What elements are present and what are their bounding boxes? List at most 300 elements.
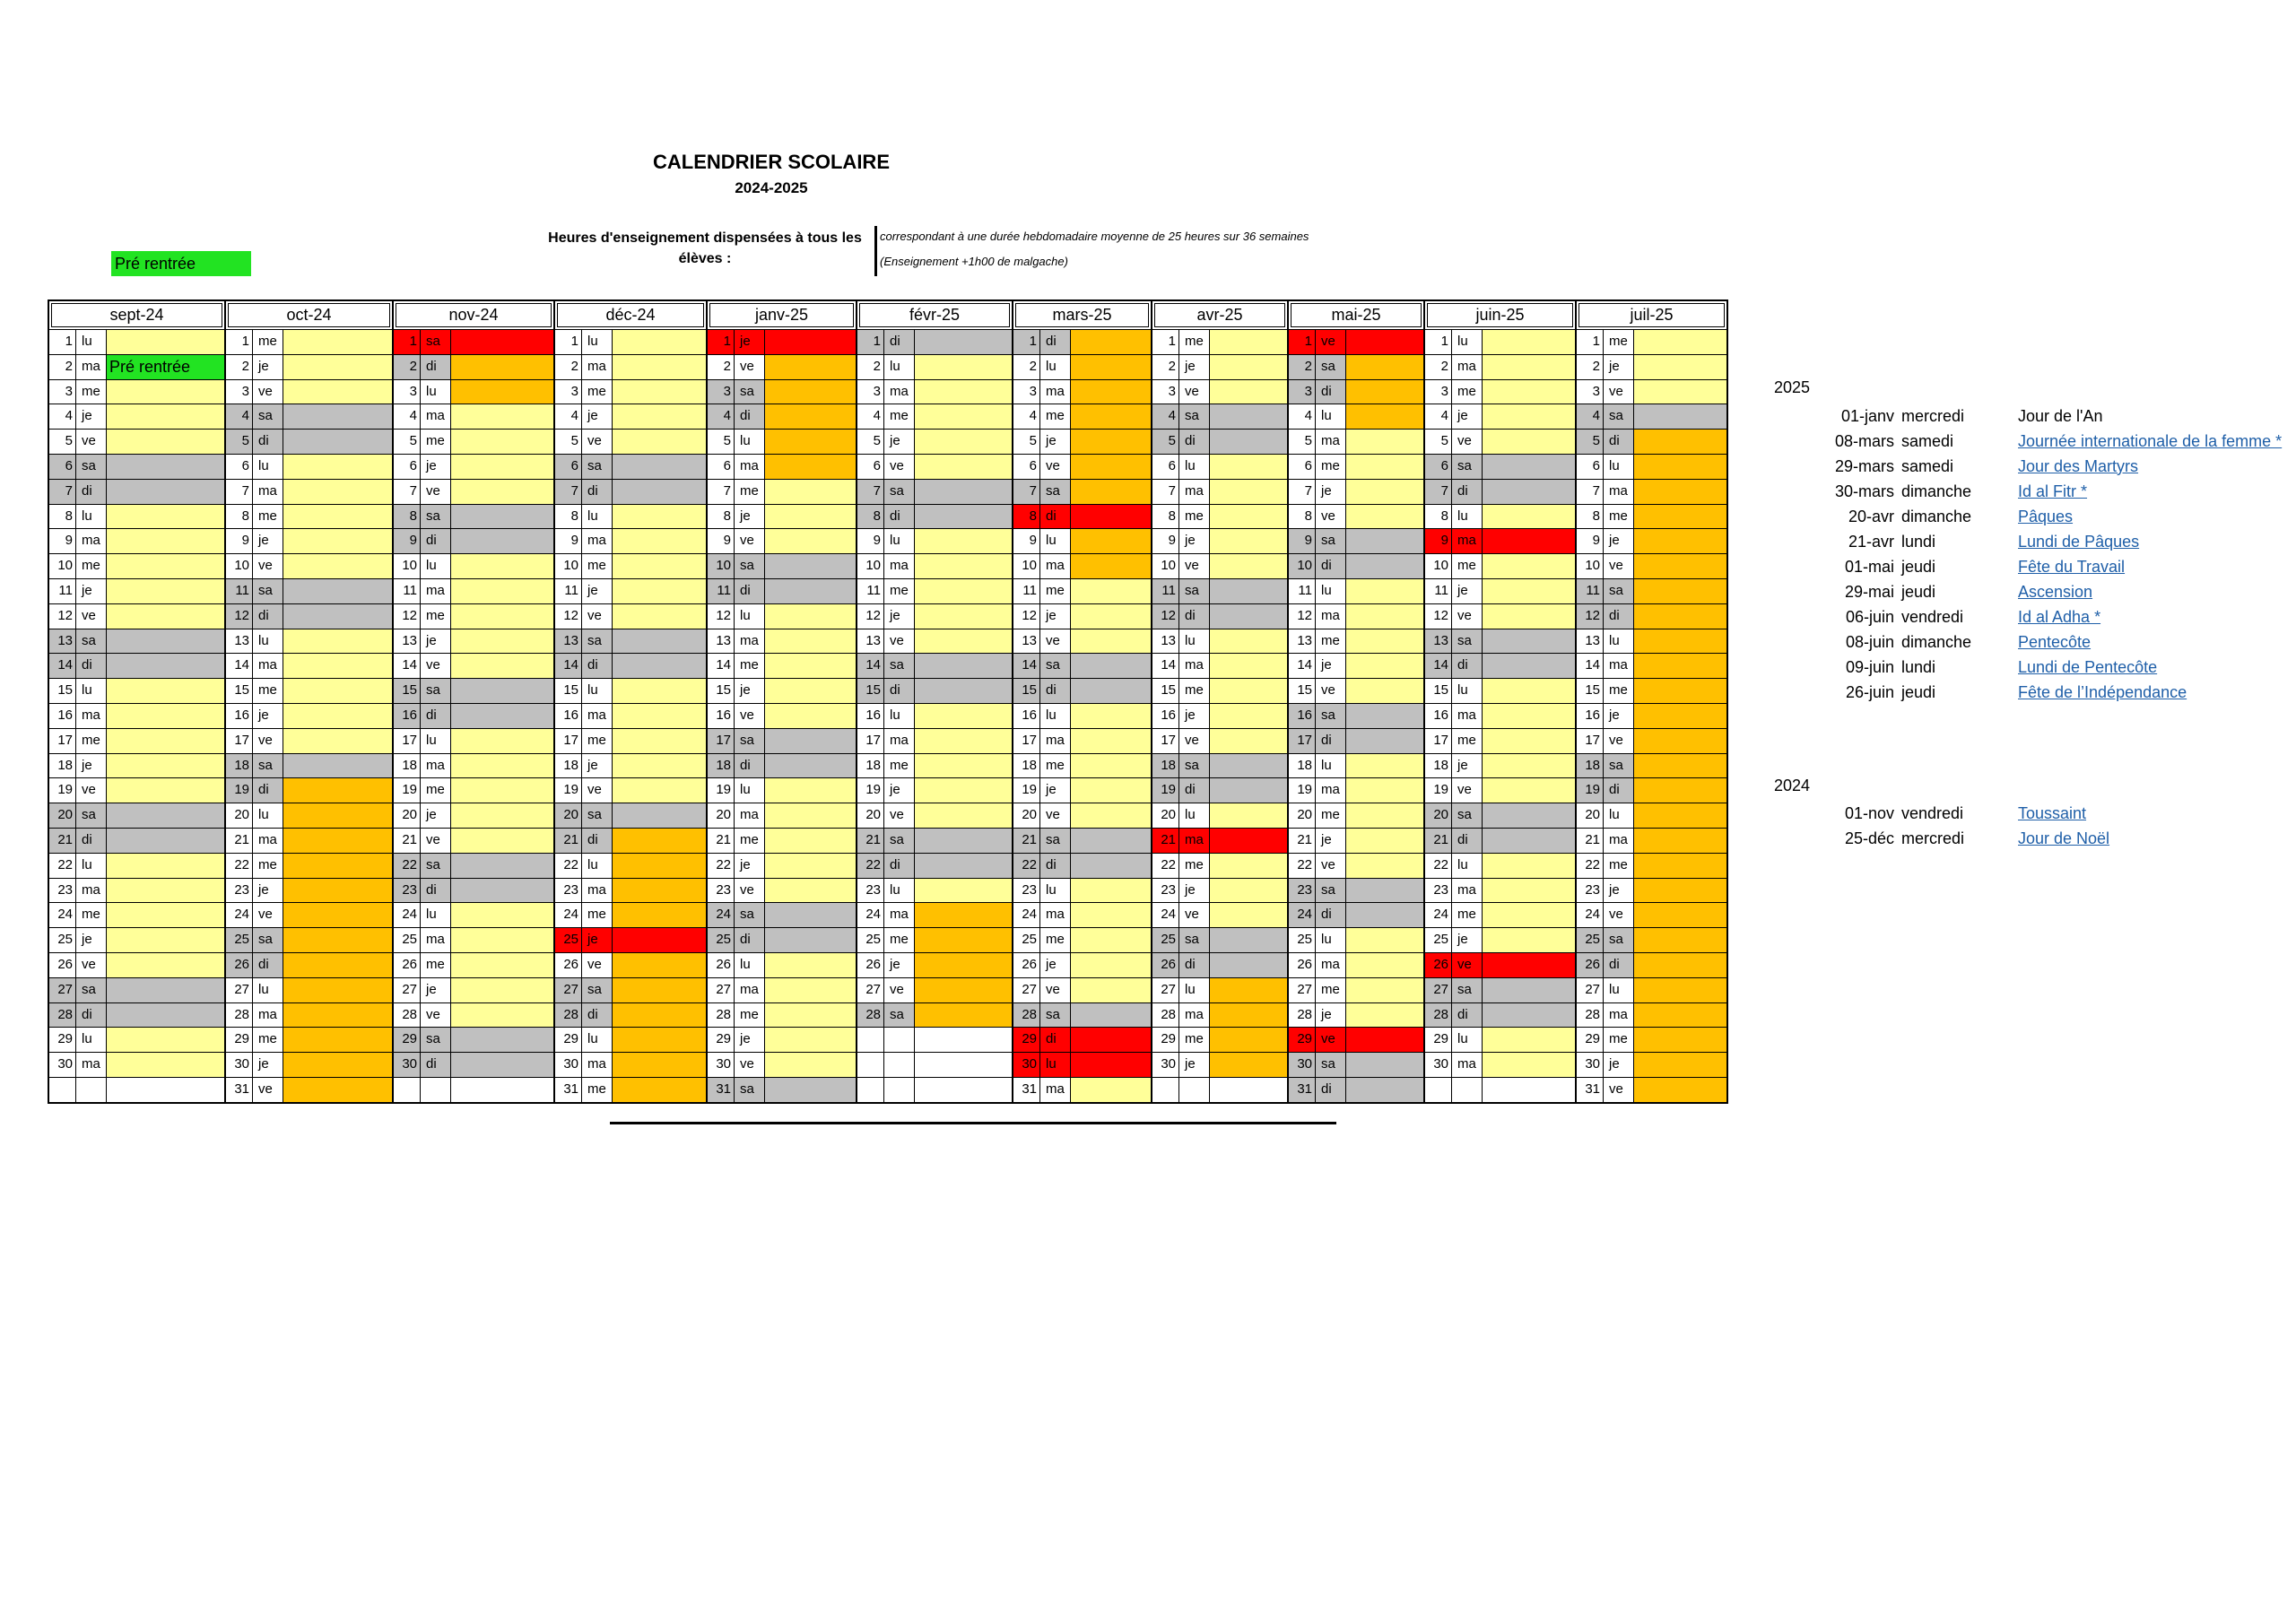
day-number: 15 bbox=[1577, 679, 1604, 703]
holiday-date: 29-mai bbox=[1844, 582, 1894, 601]
day-number: 20 bbox=[394, 803, 421, 828]
day-fill bbox=[1483, 529, 1575, 553]
day-row bbox=[1013, 703, 1151, 728]
weekday: je bbox=[582, 579, 613, 603]
day-number: 22 bbox=[857, 854, 884, 878]
day-number: 8 bbox=[1577, 505, 1604, 529]
day-fill bbox=[1483, 629, 1575, 654]
day-fill bbox=[1210, 554, 1287, 578]
weekday: sa bbox=[735, 380, 765, 404]
day-fill bbox=[613, 404, 706, 429]
weekday: je bbox=[1179, 704, 1210, 728]
day-number: 20 bbox=[555, 803, 582, 828]
day-fill bbox=[1346, 978, 1423, 1002]
month-nov-24 bbox=[394, 301, 555, 1102]
day-row bbox=[1425, 504, 1575, 529]
day-fill bbox=[1346, 803, 1423, 828]
weekday: lu bbox=[582, 679, 613, 703]
day-number: 7 bbox=[708, 480, 735, 504]
day-fill bbox=[613, 903, 706, 927]
day-number: 10 bbox=[394, 554, 421, 578]
weekday: ma bbox=[1604, 480, 1634, 504]
day-number: 13 bbox=[226, 629, 253, 654]
weekday: me bbox=[1604, 854, 1634, 878]
day-row bbox=[1152, 528, 1287, 553]
day-number: 29 bbox=[708, 1028, 735, 1052]
weekday: lu bbox=[1179, 978, 1210, 1002]
weekday: ma bbox=[1316, 430, 1346, 454]
day-row bbox=[708, 1052, 856, 1077]
weekday: me bbox=[1604, 505, 1634, 529]
day-fill bbox=[915, 879, 1012, 903]
weekday: je bbox=[421, 803, 451, 828]
day-fill bbox=[1483, 729, 1575, 753]
day-row bbox=[49, 703, 224, 728]
weekday: ma bbox=[76, 1053, 107, 1077]
day-row bbox=[708, 379, 856, 404]
day-number: 21 bbox=[1152, 829, 1179, 853]
day-fill bbox=[765, 529, 856, 553]
weekday: je bbox=[582, 404, 613, 429]
hours-note: correspondant à une durée hebdomadaire moyenne de 25 heures sur 36 semaines bbox=[880, 230, 1309, 243]
day-fill bbox=[765, 754, 856, 778]
day-fill bbox=[765, 404, 856, 429]
day-fill bbox=[451, 754, 553, 778]
weekday: sa bbox=[421, 505, 451, 529]
day-row bbox=[49, 629, 224, 654]
day-number: 27 bbox=[226, 978, 253, 1002]
weekday bbox=[884, 1053, 915, 1077]
day-fill bbox=[1634, 754, 1726, 778]
day-row bbox=[1425, 728, 1575, 753]
day-row bbox=[1013, 504, 1151, 529]
day-row bbox=[857, 678, 1012, 703]
day-row bbox=[394, 828, 553, 853]
day-number: 21 bbox=[226, 829, 253, 853]
day-row bbox=[1289, 703, 1423, 728]
day-fill bbox=[613, 579, 706, 603]
day-number: 18 bbox=[226, 754, 253, 778]
day-fill bbox=[107, 953, 224, 977]
holiday-name[interactable]: Journée internationale de la femme * bbox=[2018, 431, 2283, 450]
weekday: lu bbox=[1452, 1028, 1483, 1052]
day-fill bbox=[1483, 879, 1575, 903]
weekday: sa bbox=[1604, 579, 1634, 603]
weekday: di bbox=[1452, 1003, 1483, 1028]
day-row bbox=[1152, 404, 1287, 429]
weekday: ma bbox=[1316, 604, 1346, 629]
weekday: sa bbox=[1452, 803, 1483, 828]
day-row bbox=[394, 404, 553, 429]
day-number: 30 bbox=[1577, 1053, 1604, 1077]
day-number: 13 bbox=[1152, 629, 1179, 654]
day-row bbox=[1289, 753, 1423, 778]
holiday-item bbox=[1731, 604, 2100, 629]
weekday: ma bbox=[253, 829, 283, 853]
month-header: avr-25 bbox=[1154, 303, 1285, 327]
weekday: je bbox=[421, 629, 451, 654]
day-row bbox=[1577, 429, 1726, 454]
weekday: lu bbox=[421, 554, 451, 578]
day-fill bbox=[1634, 1053, 1726, 1077]
holiday-name[interactable]: Toussaint bbox=[2018, 803, 2087, 822]
day-row bbox=[1425, 902, 1575, 927]
day-fill bbox=[1071, 330, 1151, 354]
day-number: 25 bbox=[1577, 928, 1604, 952]
weekday: lu bbox=[1040, 529, 1071, 553]
holiday-date: 01-nov bbox=[1844, 803, 1894, 822]
weekday: lu bbox=[735, 778, 765, 803]
holiday-name[interactable]: Id al Fitr * bbox=[2018, 482, 2088, 500]
day-fill bbox=[613, 854, 706, 878]
day-number: 2 bbox=[1152, 355, 1179, 379]
day-fill bbox=[107, 1003, 224, 1028]
weekday: lu bbox=[253, 978, 283, 1002]
day-number: 11 bbox=[555, 579, 582, 603]
weekday: me bbox=[421, 778, 451, 803]
day-row bbox=[1577, 952, 1726, 977]
weekday: lu bbox=[1040, 879, 1071, 903]
day-number: 19 bbox=[708, 778, 735, 803]
weekday: sa bbox=[884, 654, 915, 678]
holiday-name[interactable]: Lundi de Pâques bbox=[2018, 532, 2140, 551]
day-fill bbox=[1346, 430, 1423, 454]
day-fill bbox=[915, 430, 1012, 454]
day-number: 10 bbox=[555, 554, 582, 578]
weekday: ma bbox=[253, 480, 283, 504]
day-number: 6 bbox=[555, 455, 582, 479]
day-number: 3 bbox=[1425, 380, 1452, 404]
weekday bbox=[76, 1078, 107, 1102]
day-number: 8 bbox=[394, 505, 421, 529]
weekday: je bbox=[1316, 1003, 1346, 1028]
day-fill bbox=[613, 829, 706, 853]
day-row bbox=[857, 927, 1012, 952]
weekday: ma bbox=[582, 355, 613, 379]
weekday: lu bbox=[1604, 803, 1634, 828]
weekday: di bbox=[1179, 953, 1210, 977]
holiday-weekday: lundi bbox=[1901, 657, 1936, 676]
day-number: 18 bbox=[394, 754, 421, 778]
day-row bbox=[226, 728, 392, 753]
weekday: je bbox=[76, 928, 107, 952]
day-row bbox=[1425, 329, 1575, 354]
holiday-name[interactable]: Lundi de Pentecôte bbox=[2018, 657, 2158, 676]
day-number: 2 bbox=[49, 355, 76, 379]
day-row bbox=[1577, 379, 1726, 404]
weekday: me bbox=[1179, 1028, 1210, 1052]
day-number: 24 bbox=[394, 903, 421, 927]
day-row bbox=[857, 629, 1012, 654]
weekday: je bbox=[421, 978, 451, 1002]
weekday: me bbox=[1179, 505, 1210, 529]
day-row bbox=[1013, 728, 1151, 753]
day-row bbox=[1577, 977, 1726, 1002]
weekday: di bbox=[1452, 654, 1483, 678]
weekday: sa bbox=[582, 803, 613, 828]
day-row bbox=[1289, 354, 1423, 379]
weekday: di bbox=[76, 480, 107, 504]
day-row bbox=[857, 504, 1012, 529]
day-fill bbox=[451, 879, 553, 903]
day-fill bbox=[1346, 529, 1423, 553]
weekday: sa bbox=[253, 579, 283, 603]
day-row bbox=[1577, 803, 1726, 828]
day-fill bbox=[107, 455, 224, 479]
day-row bbox=[49, 777, 224, 803]
day-row bbox=[708, 703, 856, 728]
day-fill bbox=[451, 505, 553, 529]
day-fill bbox=[765, 829, 856, 853]
day-fill bbox=[1634, 679, 1726, 703]
day-row bbox=[1425, 528, 1575, 553]
day-number: 22 bbox=[49, 854, 76, 878]
day-fill bbox=[765, 854, 856, 878]
day-fill bbox=[1346, 879, 1423, 903]
holiday-name[interactable]: Jour de Noël bbox=[2018, 829, 2110, 847]
day-row bbox=[1289, 504, 1423, 529]
weekday: me bbox=[253, 505, 283, 529]
weekday: sa bbox=[1040, 480, 1071, 504]
day-fill bbox=[1634, 903, 1726, 927]
day-number: 24 bbox=[1013, 903, 1040, 927]
day-fill bbox=[1346, 505, 1423, 529]
day-number: 17 bbox=[1577, 729, 1604, 753]
day-row bbox=[226, 578, 392, 603]
holiday-name[interactable]: Ascension bbox=[2018, 582, 2093, 601]
day-fill bbox=[451, 480, 553, 504]
holiday-name[interactable]: Fête de l’Indépendance bbox=[2018, 682, 2187, 701]
day-fill bbox=[107, 404, 224, 429]
day-number bbox=[857, 1053, 884, 1077]
holiday-item bbox=[1731, 404, 2103, 429]
holiday-name[interactable]: Pâques bbox=[2018, 507, 2074, 525]
day-row bbox=[1289, 853, 1423, 878]
day-row bbox=[857, 329, 1012, 354]
day-fill bbox=[107, 928, 224, 952]
day-fill bbox=[1346, 355, 1423, 379]
month-header: déc-24 bbox=[557, 303, 704, 327]
month-juil-25 bbox=[1577, 301, 1726, 1102]
day-row bbox=[49, 878, 224, 903]
day-fill bbox=[283, 829, 392, 853]
day-fill bbox=[1346, 629, 1423, 654]
holiday-name[interactable]: Pentecôte bbox=[2018, 632, 2092, 651]
weekday: ve bbox=[1452, 604, 1483, 629]
weekday: sa bbox=[735, 1078, 765, 1102]
day-row bbox=[1425, 454, 1575, 479]
day-row bbox=[394, 1077, 553, 1102]
weekday: lu bbox=[1179, 629, 1210, 654]
day-row bbox=[1289, 429, 1423, 454]
day-fill bbox=[1346, 778, 1423, 803]
day-number: 10 bbox=[1152, 554, 1179, 578]
day-fill bbox=[107, 330, 224, 354]
weekday: di bbox=[1316, 554, 1346, 578]
day-row bbox=[1425, 952, 1575, 977]
weekday: di bbox=[1040, 1028, 1071, 1052]
weekday: je bbox=[253, 879, 283, 903]
weekday: sa bbox=[582, 629, 613, 654]
day-fill bbox=[283, 505, 392, 529]
weekday bbox=[1452, 1078, 1483, 1102]
day-row bbox=[555, 1027, 706, 1052]
day-number: 21 bbox=[1577, 829, 1604, 853]
bottom-rule bbox=[610, 1122, 1336, 1124]
day-number: 23 bbox=[708, 879, 735, 903]
day-row bbox=[394, 753, 553, 778]
day-fill bbox=[915, 654, 1012, 678]
day-fill bbox=[765, 704, 856, 728]
day-number bbox=[1425, 1078, 1452, 1102]
weekday: di bbox=[76, 1003, 107, 1028]
weekday: ve bbox=[1604, 554, 1634, 578]
day-fill bbox=[1483, 754, 1575, 778]
weekday: ma bbox=[1452, 355, 1483, 379]
day-row bbox=[226, 653, 392, 678]
day-row bbox=[857, 703, 1012, 728]
malgache-note: (Enseignement +1h00 de malgache) bbox=[880, 255, 1068, 268]
day-number: 5 bbox=[1152, 430, 1179, 454]
holiday-item bbox=[1731, 680, 2187, 705]
day-fill bbox=[1071, 480, 1151, 504]
day-fill bbox=[107, 729, 224, 753]
day-number: 6 bbox=[49, 455, 76, 479]
day-row bbox=[1013, 1052, 1151, 1077]
hours-label: Heures d'enseignement dispensées à tous les élèves : bbox=[548, 230, 862, 266]
day-fill bbox=[1071, 928, 1151, 952]
day-number: 5 bbox=[1289, 430, 1316, 454]
day-number: 30 bbox=[1152, 1053, 1179, 1077]
day-number: 5 bbox=[394, 430, 421, 454]
day-fill bbox=[915, 380, 1012, 404]
day-fill bbox=[613, 330, 706, 354]
day-row bbox=[226, 1027, 392, 1052]
day-row bbox=[1152, 578, 1287, 603]
day-number: 23 bbox=[49, 879, 76, 903]
day-fill bbox=[1210, 629, 1287, 654]
day-fill bbox=[915, 355, 1012, 379]
day-row bbox=[1425, 703, 1575, 728]
day-row bbox=[49, 653, 224, 678]
day-fill bbox=[915, 404, 1012, 429]
day-number: 14 bbox=[708, 654, 735, 678]
day-number: 5 bbox=[1013, 430, 1040, 454]
day-number: 1 bbox=[1013, 330, 1040, 354]
day-number: 22 bbox=[555, 854, 582, 878]
day-row bbox=[555, 753, 706, 778]
day-number: 1 bbox=[708, 330, 735, 354]
day-row bbox=[1425, 878, 1575, 903]
day-number: 28 bbox=[1289, 1003, 1316, 1028]
day-number: 18 bbox=[555, 754, 582, 778]
day-fill bbox=[1071, 704, 1151, 728]
day-number: 15 bbox=[708, 679, 735, 703]
day-row bbox=[1013, 678, 1151, 703]
day-fill bbox=[1483, 380, 1575, 404]
day-fill bbox=[451, 579, 553, 603]
day-number: 20 bbox=[1152, 803, 1179, 828]
holiday-date: 01-janv bbox=[1840, 406, 1894, 425]
weekday: me bbox=[1316, 629, 1346, 654]
day-fill bbox=[283, 1053, 392, 1077]
weekday: sa bbox=[1316, 1053, 1346, 1077]
day-number: 22 bbox=[1289, 854, 1316, 878]
holiday-name[interactable]: Id al Adha * bbox=[2018, 607, 2101, 626]
day-number: 18 bbox=[49, 754, 76, 778]
day-row bbox=[49, 329, 224, 354]
day-fill bbox=[765, 928, 856, 952]
day-row bbox=[555, 878, 706, 903]
day-fill bbox=[613, 879, 706, 903]
weekday: ve bbox=[582, 604, 613, 629]
day-number: 7 bbox=[1577, 480, 1604, 504]
day-number: 26 bbox=[1577, 953, 1604, 977]
day-fill bbox=[1634, 654, 1726, 678]
weekday: lu bbox=[1316, 579, 1346, 603]
day-row bbox=[857, 853, 1012, 878]
weekday: je bbox=[1316, 654, 1346, 678]
day-row bbox=[1289, 578, 1423, 603]
weekday: ma bbox=[735, 455, 765, 479]
weekday: ma bbox=[884, 554, 915, 578]
weekday: di bbox=[1179, 604, 1210, 629]
weekday: me bbox=[1452, 903, 1483, 927]
weekday: sa bbox=[1604, 928, 1634, 952]
day-fill bbox=[1071, 879, 1151, 903]
day-fill bbox=[1071, 629, 1151, 654]
day-fill bbox=[1634, 928, 1726, 952]
holiday-name[interactable]: Fête du Travail bbox=[2018, 557, 2126, 576]
weekday: me bbox=[76, 903, 107, 927]
day-row bbox=[1013, 902, 1151, 927]
day-fill bbox=[1634, 480, 1726, 504]
day-row bbox=[226, 902, 392, 927]
day-row bbox=[1289, 777, 1423, 803]
day-row bbox=[857, 1052, 1012, 1077]
day-fill bbox=[915, 1053, 1012, 1077]
day-number: 20 bbox=[857, 803, 884, 828]
day-number: 31 bbox=[1289, 1078, 1316, 1102]
day-row bbox=[1013, 777, 1151, 803]
day-number: 5 bbox=[857, 430, 884, 454]
day-fill bbox=[915, 854, 1012, 878]
weekday: ma bbox=[1179, 829, 1210, 853]
day-row bbox=[226, 878, 392, 903]
day-fill bbox=[1346, 554, 1423, 578]
day-fill bbox=[1210, 404, 1287, 429]
day-row bbox=[1425, 753, 1575, 778]
day-row bbox=[394, 379, 553, 404]
weekday: ve bbox=[1452, 778, 1483, 803]
holiday-name[interactable]: Jour des Martyrs bbox=[2018, 456, 2139, 475]
day-fill bbox=[1210, 704, 1287, 728]
day-fill bbox=[451, 978, 553, 1002]
day-number: 11 bbox=[1013, 579, 1040, 603]
day-row bbox=[708, 504, 856, 529]
day-row bbox=[555, 653, 706, 678]
day-fill bbox=[1210, 579, 1287, 603]
weekday: ma bbox=[582, 879, 613, 903]
day-fill bbox=[765, 629, 856, 654]
day-fill bbox=[1346, 928, 1423, 952]
day-row bbox=[1152, 878, 1287, 903]
day-number: 17 bbox=[49, 729, 76, 753]
weekday: me bbox=[582, 554, 613, 578]
day-fill bbox=[1210, 829, 1287, 853]
weekday: ve bbox=[1040, 978, 1071, 1002]
weekday: ve bbox=[735, 529, 765, 553]
